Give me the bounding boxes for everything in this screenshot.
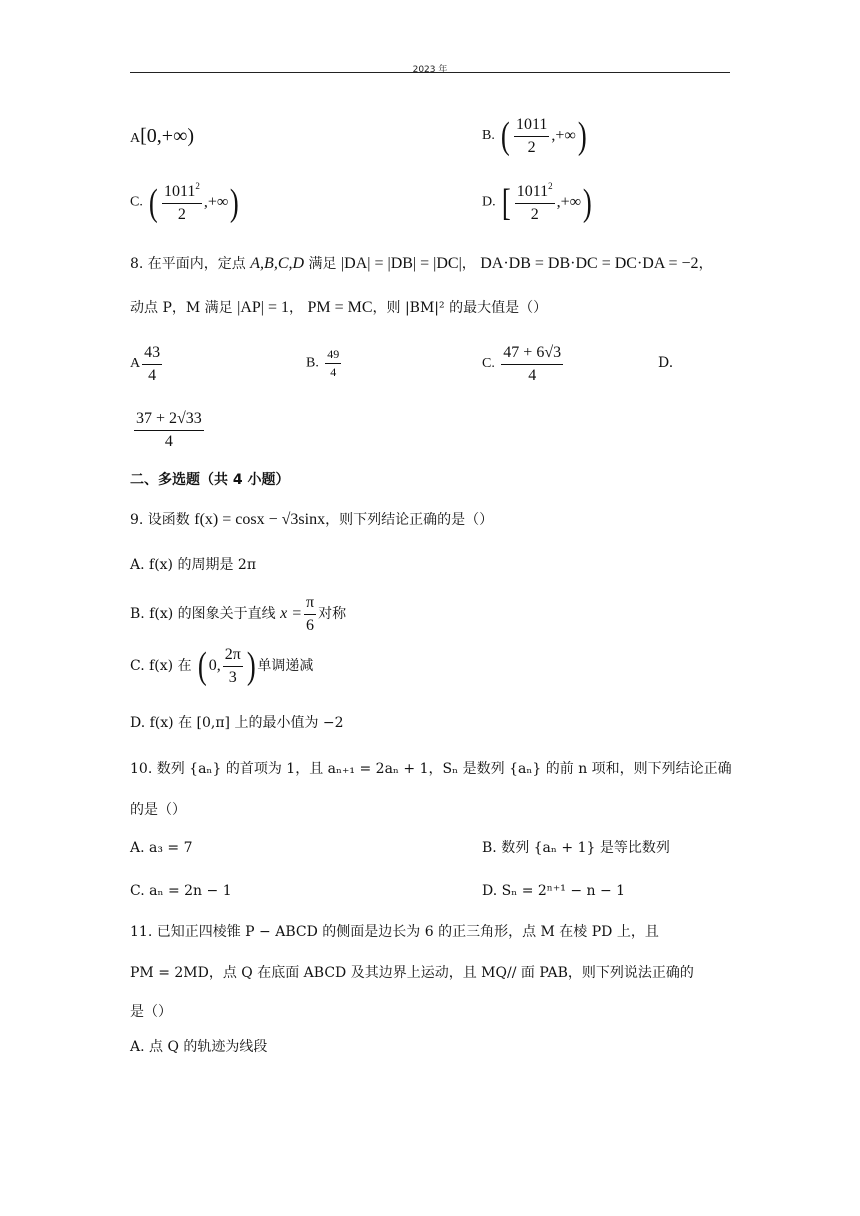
q8-points: A,B,C,D xyxy=(250,255,305,272)
bracket-left: [ xyxy=(501,181,511,224)
q8-stem-mid: 满足 xyxy=(308,256,337,272)
q7-option-c xyxy=(130,182,241,223)
q8-condition-equal-lengths: |DA| = |DB| = |DC| xyxy=(340,255,462,272)
q10-option-d: D. Sₙ = 2ⁿ⁺¹ − n − 1 xyxy=(482,883,626,899)
q9-option-b-prefix: B. f(x) 的图象关于直线 xyxy=(130,606,276,623)
q7-option-d-exponent: 2 xyxy=(548,181,553,191)
q7-option-b-denominator: 2 xyxy=(527,138,536,156)
q8-stem-line2-prefix: 动点 P，M 满足 xyxy=(130,300,233,316)
q8-option-d-fraction xyxy=(134,410,204,450)
q8-option-b-numerator: 49 xyxy=(325,348,341,364)
q7-option-d-fraction xyxy=(515,182,555,223)
header-rule xyxy=(130,72,730,73)
q7-option-d-denominator: 2 xyxy=(530,205,539,223)
paren-right: ) xyxy=(246,645,256,688)
q8-option-a xyxy=(130,344,164,384)
q7-option-d-tail: ,+∞ xyxy=(556,193,582,211)
page-header: 2023 年 xyxy=(412,65,448,75)
paren-left: ( xyxy=(149,181,159,224)
q8-option-a-fraction xyxy=(142,344,162,384)
q10-option-b: B. 数列 {aₙ + 1} 是等比数列 xyxy=(482,840,670,856)
q9-stem-prefix: 9. 设函数 xyxy=(130,512,190,528)
q9-option-b-numerator: π xyxy=(304,594,316,615)
q7-option-c-exponent: 2 xyxy=(195,181,200,191)
q9-option-c-interval-left: 0, xyxy=(208,657,221,675)
q8-option-d-label: D. xyxy=(658,355,674,371)
q7-option-b-tail: ,+∞ xyxy=(551,127,576,145)
q8-option-b-label: B. xyxy=(306,355,319,371)
q11-line-2: PM = 2MD，点 Q 在底面 ABCD 及其边界上运动，且 MQ// 面 PAB，则下列说法正确的 xyxy=(130,965,694,981)
q7-option-c-denominator: 2 xyxy=(177,205,186,223)
q10-option-a: A. a₃ = 7 xyxy=(130,840,193,856)
q8-option-a-denominator: 4 xyxy=(148,366,157,384)
q7-option-b-numerator: 1011 xyxy=(514,116,549,137)
q8-option-b-fraction xyxy=(325,348,341,379)
q11-line-3: 是（） xyxy=(130,1004,172,1020)
q11-line-1: 11. 已知正四棱锥 P − ABCD 的侧面是边长为 6 的正三角形，点 M 在棱 PD 上，且 xyxy=(130,924,659,940)
q7-option-b xyxy=(482,116,588,156)
q7-option-d xyxy=(482,182,594,223)
q9-option-c-suffix: 单调递减 xyxy=(257,658,314,675)
q9-option-b-denominator: 6 xyxy=(306,616,315,634)
q8-option-c-denominator: 4 xyxy=(528,366,537,384)
q8-option-a-numerator: 43 xyxy=(142,344,162,365)
q8-stem-line2-suffix: ，则 |BM|² 的最大值是（） xyxy=(372,300,548,316)
q7-option-d-numerator: 1011 xyxy=(516,183,549,200)
paren-right: ) xyxy=(230,181,240,224)
q8-option-b-denominator: 4 xyxy=(330,365,337,380)
q8-option-d xyxy=(132,410,206,450)
q8-option-c-numerator: 47 + 6√3 xyxy=(501,344,563,365)
q7-option-c-numerator: 1011 xyxy=(163,183,196,200)
q8-condition-dot-products: DA·DB = DB·DC = DC·DA = −2 xyxy=(480,255,699,272)
q9-option-b-variable: x = xyxy=(280,605,302,623)
q7-option-c-tail: ,+∞ xyxy=(203,193,229,211)
q9-option-c-denominator: 3 xyxy=(228,668,237,686)
q7-option-a-label: A xyxy=(130,131,141,146)
q8-condition-pm-mc: PM = MC xyxy=(307,299,373,316)
paren-right: ) xyxy=(582,181,592,224)
q7-option-a xyxy=(130,126,194,146)
section-title-multiple-choice: 二、多选题（共 4 小题） xyxy=(130,472,290,488)
q7-option-c-label: C. xyxy=(130,194,143,210)
q8-option-c-fraction xyxy=(501,344,563,384)
q9-option-b-fraction xyxy=(304,594,316,634)
paren-left: ( xyxy=(197,645,207,688)
q9-option-c-numerator: 2π xyxy=(223,646,243,667)
q11-option-a: A. 点 Q 的轨迹为线段 xyxy=(130,1039,268,1055)
q8-option-d-denominator: 4 xyxy=(164,432,173,450)
q7-option-b-fraction xyxy=(514,116,549,156)
q8-stem-prefix: 8. 在平面内，定点 xyxy=(130,256,246,272)
q7-option-b-label: B. xyxy=(482,128,495,144)
paren-left: ( xyxy=(501,115,511,158)
q10-line-2: 的是（） xyxy=(130,802,186,818)
q8-condition-ap: |AP| = 1 xyxy=(237,299,289,316)
q8-option-d-numerator: 37 + 2√33 xyxy=(134,410,204,431)
q10-line-1: 10. 数列 {aₙ} 的首项为 1，且 aₙ₊₁ = 2aₙ + 1，Sₙ 是数列 {aₙ} 的前 n 项和，则下列结论正确 xyxy=(130,761,732,777)
q9-option-c xyxy=(130,646,313,686)
q8-line-1: 8. 在平面内，定点 A,B,C,D 满足 |DA| = |DB| = |DC|， DA·DB = DB·DC = DC·DA = −2， xyxy=(130,255,713,272)
q7-option-a-body: [0,+∞) xyxy=(140,125,194,147)
q8-option-c-label: C. xyxy=(482,356,495,372)
paren-right: ) xyxy=(577,115,587,158)
q8-option-c xyxy=(482,344,565,384)
q7-option-c-fraction xyxy=(162,182,202,223)
q10-option-c: C. aₙ = 2n − 1 xyxy=(130,883,232,899)
q9-stem-suffix: ，则下列结论正确的是（） xyxy=(325,512,494,528)
q8-option-b xyxy=(306,348,343,379)
q9-function: f(x) = cosx − √3sinx xyxy=(194,511,326,528)
q9-option-a: A. f(x) 的周期是 2π xyxy=(130,557,257,573)
q9-option-c-prefix: C. f(x) 在 xyxy=(130,658,192,675)
q9-stem xyxy=(130,512,493,528)
q9-option-b xyxy=(130,594,346,634)
q9-option-c-fraction xyxy=(223,646,243,686)
q9-option-b-suffix: 对称 xyxy=(318,606,347,623)
q9-option-d: D. f(x) 在 [0,π] 上的最小值为 −2 xyxy=(130,715,344,731)
q8-line-2: 动点 P，M 满足 |AP| = 1， PM = MC，则 |BM|² 的最大值是（） xyxy=(130,299,548,316)
q8-option-a-label: A xyxy=(130,356,141,372)
q7-option-d-label: D. xyxy=(482,194,496,210)
